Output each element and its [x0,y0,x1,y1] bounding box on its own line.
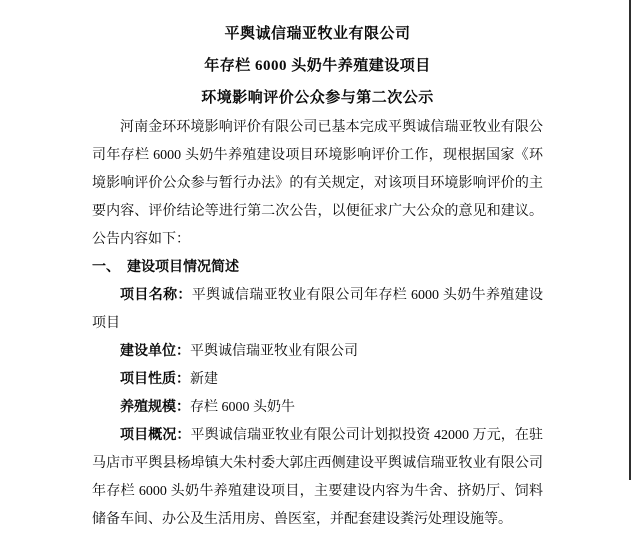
item-project-overview [92,422,543,534]
item-project-name-label: 项目名称： [120,288,192,303]
section-heading-text: 建设项目情况简述 [127,260,239,275]
document-title-line-3: 环境影响评价公众参与第二次公示 [201,90,434,106]
document-title-line-1: 平舆诚信瑞亚牧业有限公司 [224,26,411,42]
document-content [92,18,543,534]
section-heading-number: 一、 [92,260,120,275]
scan-edge-line [629,0,631,480]
item-project-name [92,282,543,338]
item-breeding-scale [92,394,543,422]
item-project-nature-value: 新建 [190,372,218,387]
item-breeding-scale-value: 存栏 6000 头奶牛 [190,400,295,415]
item-project-nature [92,366,543,394]
item-project-overview-label: 项目概况： [120,428,191,443]
item-construction-unit-value: 平舆诚信瑞亚牧业有限公司 [190,344,358,359]
intro-paragraph: 河南金环环境影响评价有限公司已基本完成平舆诚信瑞亚牧业有限公司年存栏 6000 头奶牛养殖建设项目环境影响评价工作，现根据国家《环境影响评价公众参与暂行办法》的有关规定，对该项目环境影响评价的主要内容、评价结论等进行第二次公告，以便征求广大公众的意见和建议。公告内容如下： [92,120,543,247]
item-construction-unit-label: 建设单位： [120,344,190,359]
item-construction-unit [92,338,543,366]
item-breeding-scale-label: 养殖规模： [120,400,190,415]
item-project-nature-label: 项目性质： [120,372,190,387]
item-project-overview-value: 平舆诚信瑞亚牧业有限公司计划拟投资 42000 万元，在驻马店市平舆县杨埠镇大朱村委大郭庄西侧建设平舆诚信瑞亚牧业有限公司年存栏 6000 头奶牛养殖建设项目，主要建设内容为牛舍、挤奶厅、饲料储备车间、办公及生活用房、兽医室，并配套建设粪污处理设施等。 [92,428,544,527]
document-title-line-2: 年存栏 6000 头奶牛养殖建设项目 [204,58,431,74]
item-project-name-value: 平舆诚信瑞亚牧业有限公司年存栏 6000 头奶牛养殖建设项目 [92,288,544,331]
section-heading [92,254,543,282]
